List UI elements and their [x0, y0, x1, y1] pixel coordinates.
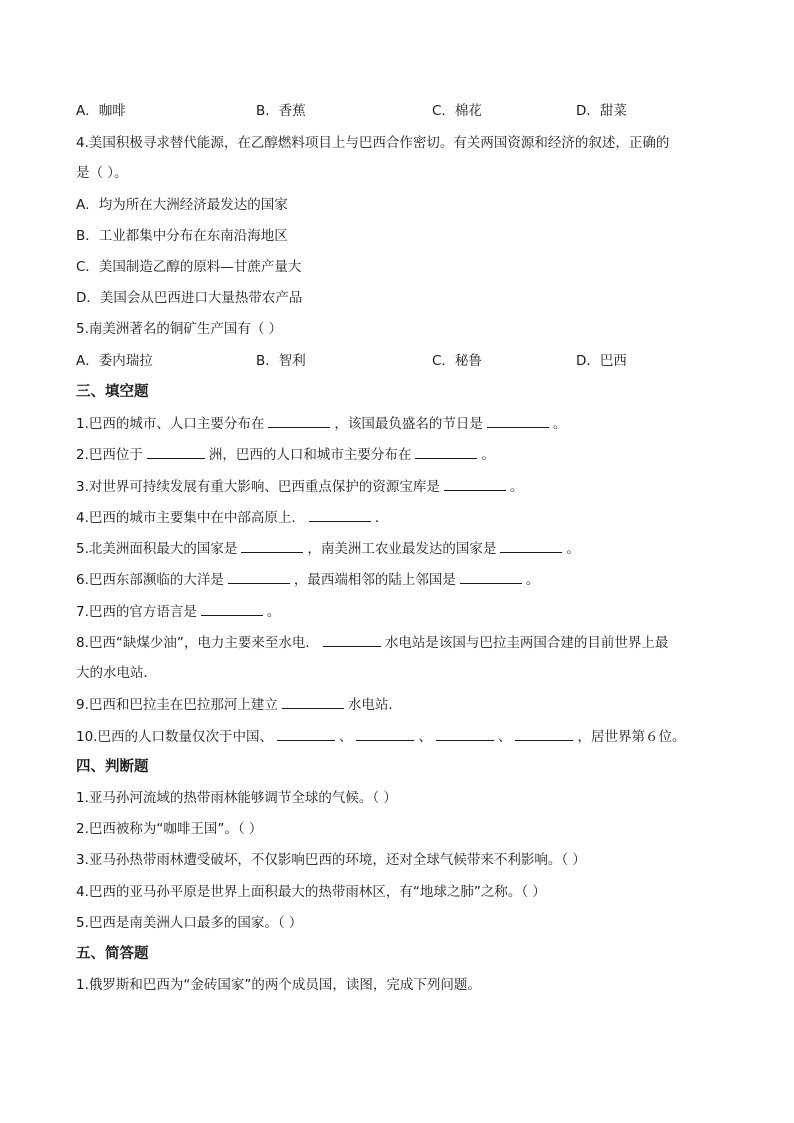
fill-q7-text1: 7.巴西的官方语言是 [76, 604, 197, 620]
judge-q2: 2.巴西被称为“咖啡王国”。（ ） [76, 821, 263, 837]
answer-blank[interactable] [201, 601, 263, 616]
fill-q4-text2: ． [374, 510, 389, 526]
answer-blank[interactable] [444, 476, 506, 491]
q3-option-b: B．香蕉 [256, 103, 306, 119]
fill-q9-text1: 9.巴西和巴拉圭在巴拉那河上建立 [76, 697, 278, 713]
answer-blank[interactable] [282, 694, 344, 709]
fill-q10-sep1: 、 [338, 729, 353, 745]
q5-option-a: A．委内瑞拉 [76, 353, 153, 369]
short-answer-q1: 1.俄罗斯和巴西为“金砖国家”的两个成员国，读图，完成下列问题。 [76, 977, 481, 993]
q3-option-a: A．咖啡 [76, 103, 126, 119]
fill-q8 [76, 632, 668, 653]
fill-q2-text1: 2.巴西位于 [76, 447, 143, 463]
q4-stem-line1: 4.美国积极寻求替代能源，在乙醇燃料项目上与巴西合作密切。有关两国资源和经济的叙述，正确的 [76, 135, 670, 151]
fill-q7 [76, 601, 280, 622]
fill-q5-text2: ，南美洲工农业最发达的国家是 [307, 541, 497, 557]
q5-option-d: D．巴西 [576, 353, 627, 369]
fill-q4 [76, 507, 388, 528]
judge-q4: 4.巴西的亚马孙平原是世界上面积最大的热带雨林区，有“地球之肺”之称。（ ） [76, 884, 546, 900]
answer-blank[interactable] [323, 632, 381, 647]
fill-q8-line2: 大的水电站． [76, 665, 157, 681]
fill-q4-text1: 4.巴西的城市主要集中在中部高原上． [76, 510, 305, 526]
answer-blank[interactable] [436, 726, 494, 741]
q4-option-c: C．美国制造乙醇的原料—甘蔗产量大 [76, 259, 302, 275]
fill-q9 [76, 694, 402, 715]
fill-q6-text1: 6.巴西东部濒临的大洋是 [76, 572, 224, 588]
fill-q5-text1: 5.北美洲面积最大的国家是 [76, 541, 238, 557]
fill-q3-text1: 3.对世界可持续发展有重大影响、巴西重点保护的资源宝库是 [76, 479, 440, 495]
fill-q1-text1: 1.巴西的城市、人口主要分布在 [76, 416, 265, 432]
fill-q6-text2: ，最西端相邻的陆上邻国是 [293, 572, 456, 588]
q5-stem: 5.南美洲著名的铜矿生产国有（ ） [76, 321, 283, 337]
answer-blank[interactable] [268, 413, 330, 428]
answer-blank[interactable] [487, 413, 549, 428]
q3-option-d: D．甜菜 [576, 103, 627, 119]
answer-blank[interactable] [356, 726, 414, 741]
judge-q5: 5.巴西是南美洲人口最多的国家。（ ） [76, 915, 303, 931]
answer-blank[interactable] [415, 444, 477, 459]
fill-q10-sep3: 、 [497, 729, 512, 745]
answer-blank[interactable] [500, 538, 562, 553]
fill-q7-text2: 。 [266, 604, 281, 620]
answer-blank[interactable] [515, 726, 573, 741]
answer-blank[interactable] [277, 726, 335, 741]
q3-option-c: C．棉花 [432, 103, 482, 119]
fill-q3 [76, 476, 523, 497]
fill-q8-text2: 水电站是该国与巴拉圭两国合建的目前世界上最 [384, 635, 669, 651]
fill-q10-text2: ，居世界第６位。 [577, 729, 686, 745]
q4-option-a: A．均为所在大洲经济最发达的国家 [76, 197, 288, 213]
section5-title: 五、简答题 [76, 946, 149, 962]
fill-q3-text2: 。 [509, 479, 524, 495]
fill-q1-text2: ，该国最负盛名的节日是 [334, 416, 483, 432]
fill-q2-text2: 洲，巴西的人口和城市主要分布在 [208, 447, 412, 463]
judge-q3: 3.亚马孙热带雨林遭受破坏，不仅影响巴西的环境，还对全球气候带来不利影响。（ ） [76, 852, 586, 868]
answer-blank[interactable] [147, 444, 205, 459]
fill-q10 [76, 726, 685, 747]
fill-q2 [76, 444, 495, 465]
q4-option-d: D．美国会从巴西进口大量热带农产品 [76, 290, 303, 306]
answer-blank[interactable] [228, 569, 290, 584]
fill-q10-text1: 10.巴西的人口数量仅次于中国、 [76, 729, 273, 745]
q4-stem-line2: 是（ ）。 [76, 165, 128, 181]
fill-q10-sep2: 、 [418, 729, 432, 745]
answer-blank[interactable] [241, 538, 303, 553]
judge-q1: 1.亚马孙河流域的热带雨林能够调节全球的气候。（ ） [76, 790, 397, 806]
fill-q2-text3: 。 [481, 447, 495, 463]
answer-blank[interactable] [460, 569, 522, 584]
q5-option-c: C．秘鲁 [432, 353, 482, 369]
fill-q9-text2: 水电站． [347, 697, 402, 713]
section4-title: 四、判断题 [76, 759, 149, 775]
fill-q5 [76, 538, 580, 559]
section3-title: 三、填空题 [76, 384, 149, 400]
q4-option-b: B．工业都集中分布在东南沿海地区 [76, 228, 288, 244]
fill-q8-text1: 8.巴西“缺煤少油”，电力主要来至水电． [76, 635, 319, 651]
q5-option-b: B．智利 [256, 353, 306, 369]
fill-q1-text3: 。 [552, 416, 567, 432]
fill-q1 [76, 413, 566, 434]
fill-q6-text3: 。 [525, 572, 540, 588]
fill-q6 [76, 569, 539, 590]
answer-blank[interactable] [309, 507, 371, 522]
fill-q5-text3: 。 [566, 541, 580, 557]
